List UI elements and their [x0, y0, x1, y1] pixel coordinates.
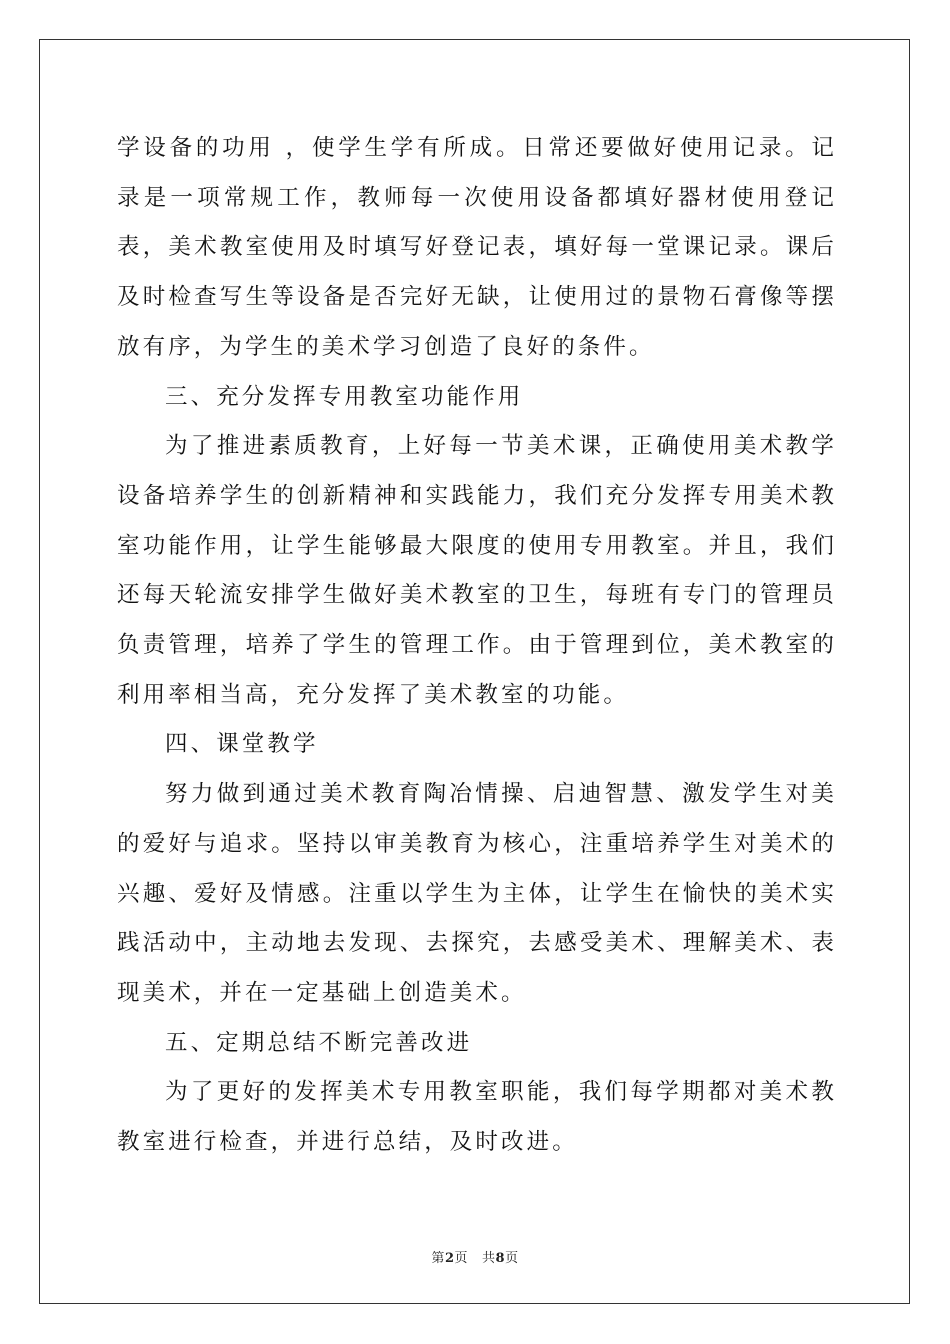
- paragraph-section-3: 为了推进素质教育，上好每一节美术课，正确使用美术教学设备培养学生的创新精神和实践能力，我们充分发挥专用美术教室功能作用，让学生能够最大限度的使用专用教室。并且，我们还每天轮流安排学生做好美术教室的卫生，每班有专门的管理员负责管理，培养了学生的管理工作。由于管理到位，美术教室的利用率相当高，充分发挥了美术教室的功能。: [117, 433, 837, 708]
- page-number-label: 第2页: [431, 1251, 468, 1266]
- paragraph-section-4: 努力做到通过美术教育陶冶情操、启迪智慧、激发学生对美的爱好与追求。坚持以审美教育为核心，注重培养学生对美术的兴趣、爱好及情感。注重以学生为主体，让学生在愉快的美术实践活动中，主动地去发现、去探究，去感受美术、理解美术、表现美术，并在一定基础上创造美术。: [117, 781, 837, 1006]
- page-footer: [0, 1247, 950, 1266]
- current-page-number: 2: [444, 1251, 455, 1266]
- section-heading-5: 五、定期总结不断完善改进: [165, 1029, 473, 1056]
- paragraph-section-5: 为了更好的发挥美术专用教室职能，我们每学期都对美术教教室进行检查，并进行总结，及时改进。: [117, 1079, 837, 1156]
- paragraph-continuation: 学设备的功用 ，使学生学有所成。日常还要做好使用记录。记录是一项常规工作，教师每一次使用设备都填好器材使用登记表，美术教室使用及时填写好登记表，填好每一堂课记录。课后及时检查写生等设备是否完好无缺，让使用过的景物石膏像等摆放有序，为学生的美术学习创造了良好的条件。: [117, 135, 837, 360]
- section-heading-3: 三、充分发挥专用教室功能作用: [165, 383, 524, 410]
- document-body: [117, 124, 837, 1168]
- total-pages-number: 8: [495, 1251, 506, 1266]
- section-heading-4: 四、课堂教学: [165, 731, 319, 758]
- total-pages-label: 共8页: [482, 1251, 519, 1266]
